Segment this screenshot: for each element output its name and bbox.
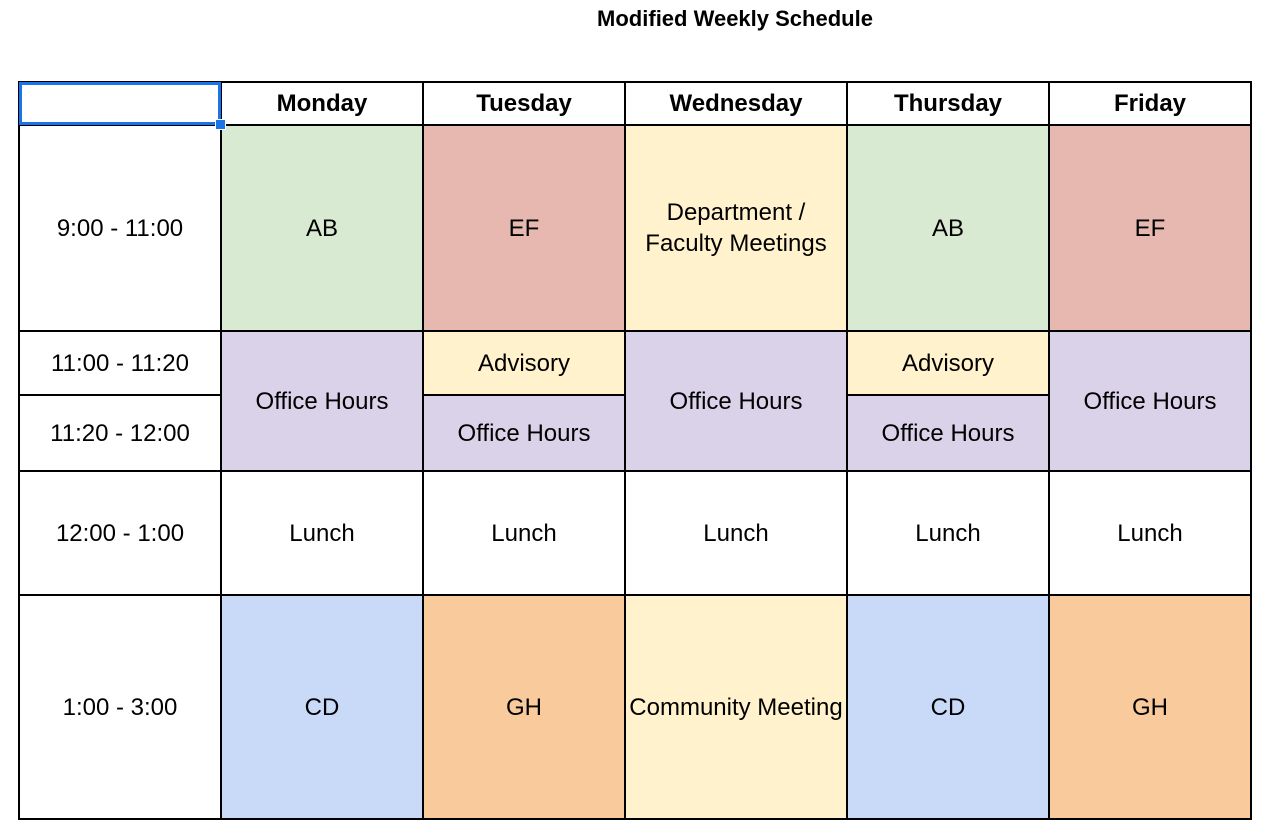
office-hours-cell[interactable]: Office Hours (1049, 331, 1251, 471)
class-cell[interactable]: CD (221, 595, 423, 819)
class-cell[interactable]: CD (847, 595, 1049, 819)
meeting-cell[interactable]: Community Meeting (625, 595, 847, 819)
schedule-table (18, 81, 1252, 820)
selected-cell[interactable] (19, 82, 221, 125)
office-hours-cell[interactable]: Office Hours (625, 331, 847, 471)
time-cell[interactable]: 11:00 - 11:20 (19, 331, 221, 395)
day-header-monday[interactable]: Monday (221, 82, 423, 125)
class-cell[interactable]: GH (423, 595, 625, 819)
lunch-cell[interactable]: Lunch (1049, 471, 1251, 595)
selection-border (19, 82, 221, 125)
meeting-cell[interactable]: Department / Faculty Meetings (625, 125, 847, 331)
header-row (19, 82, 1251, 125)
schedule-row (19, 471, 1251, 595)
schedule-row (19, 125, 1251, 331)
advisory-cell[interactable]: Advisory (423, 331, 625, 395)
class-cell[interactable]: GH (1049, 595, 1251, 819)
office-hours-cell[interactable]: Office Hours (423, 395, 625, 471)
day-header-tuesday[interactable]: Tuesday (423, 82, 625, 125)
class-cell[interactable]: EF (1049, 125, 1251, 331)
fill-handle[interactable] (215, 119, 226, 130)
day-header-friday[interactable]: Friday (1049, 82, 1251, 125)
lunch-cell[interactable]: Lunch (847, 471, 1049, 595)
class-cell[interactable]: AB (221, 125, 423, 331)
time-cell[interactable]: 1:00 - 3:00 (19, 595, 221, 819)
schedule-row (19, 331, 1251, 395)
day-header-thursday[interactable]: Thursday (847, 82, 1049, 125)
day-header-wednesday[interactable]: Wednesday (625, 82, 847, 125)
time-cell[interactable]: 12:00 - 1:00 (19, 471, 221, 595)
lunch-cell[interactable]: Lunch (625, 471, 847, 595)
schedule-row (19, 595, 1251, 819)
class-cell[interactable]: EF (423, 125, 625, 331)
class-cell[interactable]: AB (847, 125, 1049, 331)
sheet-title: Modified Weekly Schedule (597, 6, 873, 31)
time-cell[interactable]: 9:00 - 11:00 (19, 125, 221, 331)
advisory-cell[interactable]: Advisory (847, 331, 1049, 395)
office-hours-cell[interactable]: Office Hours (847, 395, 1049, 471)
lunch-cell[interactable]: Lunch (221, 471, 423, 595)
office-hours-cell[interactable]: Office Hours (221, 331, 423, 471)
lunch-cell[interactable]: Lunch (423, 471, 625, 595)
time-cell[interactable]: 11:20 - 12:00 (19, 395, 221, 471)
